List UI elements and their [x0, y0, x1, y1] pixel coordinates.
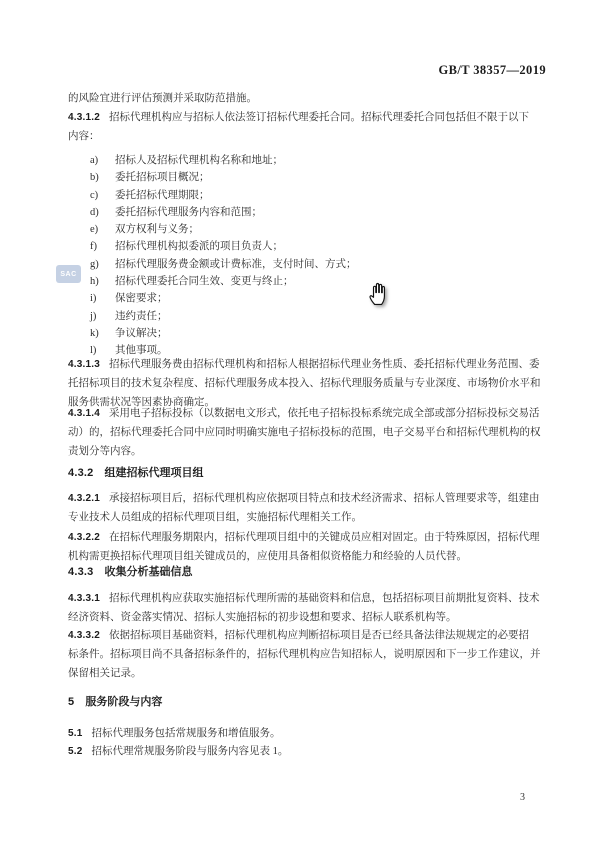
- clause-line: [68, 724, 550, 743]
- clause-line: [68, 489, 550, 508]
- clause-5-1: [68, 724, 550, 743]
- clause-line: [68, 404, 550, 423]
- list-marker: g): [90, 258, 99, 270]
- list-marker: c): [90, 189, 99, 201]
- clause-number: 4.3.2.2: [68, 532, 100, 543]
- clause-text: 服务供需状况等因素协商确定。: [68, 397, 215, 408]
- clause-text: 采用电子招标投标（以数据电文形式，依托电子招标投标系统完成全部或部分招标投标交易活: [108, 408, 540, 419]
- open-hand-cursor-icon: [366, 279, 391, 306]
- clause-4-3-3-1: [68, 589, 550, 627]
- list-item-text: 争议解决；: [115, 327, 168, 339]
- watermark-text: SAC: [60, 270, 77, 278]
- clause-line: [68, 626, 550, 645]
- list-item: [90, 290, 550, 307]
- paragraph-continuation: [68, 89, 550, 108]
- clause-text: 保留相关记录。: [68, 668, 142, 679]
- list-item-text: 委托招标代理服务内容和范围；: [115, 206, 262, 218]
- list-item-text: 招标人及招标代理机构名称和地址；: [115, 155, 283, 166]
- list-item: [90, 152, 550, 169]
- list-item: [90, 256, 550, 273]
- list-marker: l): [90, 345, 97, 357]
- clause-4-3-1-4: [68, 404, 550, 461]
- clause-number: 4.3.1.4: [68, 408, 100, 419]
- list-marker: j): [90, 310, 97, 322]
- clause-text: 专业技术人员组成的招标代理项目组，实施招标代理相关工作。: [68, 512, 362, 523]
- clause-text: 内容：: [68, 131, 100, 142]
- clause-line: [68, 108, 550, 127]
- contract-items-list: [90, 152, 550, 360]
- clause-text: 责划分等内容。: [68, 446, 142, 457]
- clause-text: 招标代理服务费由招标代理机构和招标人根据招标代理业务性质、委托招标代理业务范围、委: [108, 359, 540, 370]
- clause-number: 4.3.1.3: [68, 359, 100, 370]
- list-item-text: 保密要求；: [115, 293, 168, 305]
- clause-4-3-1-2: [68, 108, 550, 146]
- clause-5-2: [68, 742, 550, 761]
- list-item-text: 招标代理委托合同生效、变更与终止；: [115, 276, 294, 288]
- clause-4-3-2-1: [68, 489, 550, 527]
- list-item-text: 委托招标代理期限；: [115, 189, 210, 201]
- list-item-text: 招标代理服务费金额或计费标准，支付时间、方式；: [115, 258, 357, 270]
- heading-title: 收集分析基础信息: [104, 566, 193, 578]
- list-item: [90, 221, 550, 238]
- list-item: [90, 273, 550, 290]
- heading-title: 组建招标代理项目组: [104, 467, 204, 479]
- list-marker: i): [90, 293, 97, 305]
- section-heading-5: [68, 693, 550, 712]
- clause-line: [68, 355, 550, 374]
- clause-number: 4.3.3.1: [68, 593, 100, 604]
- clause-text: 招标代理机构应与招标人依法签订招标代理委托合同。招标代理委托合同包括但不限于以下: [108, 112, 529, 123]
- list-item-text: 违约责任；: [115, 310, 168, 322]
- list-item-text: 其他事项。: [115, 345, 168, 357]
- clause-text: 招标代理机构应获取实施招标代理所需的基础资料和信息，包括招标项目前期批复资料、技术: [108, 593, 540, 604]
- list-marker: h): [90, 276, 99, 288]
- clause-text: 招标代理服务包括常规服务和增值服务。: [91, 728, 281, 739]
- page-number: 3: [520, 792, 525, 803]
- list-item-text: 招标代理机构拟委派的项目负责人；: [115, 241, 283, 253]
- list-item: [90, 308, 550, 325]
- clause-text: 动）的，招标代理委托合同中应同时明确实施电子招标投标的范围，电子交易平台和招标代理机构的权: [68, 427, 541, 438]
- clause-text: 在招标代理服务期限内，招标代理项目组中的关键成员应相对固定。由于特殊原因，招标代理: [108, 532, 540, 543]
- list-item: [90, 187, 550, 204]
- clause-text: 招标代理常规服务阶段与服务内容见表 1。: [91, 746, 289, 757]
- clause-4-3-3-2: [68, 626, 550, 683]
- clause-line: [68, 742, 550, 761]
- heading-number: 4.3.2: [68, 467, 94, 479]
- clause-4-3-2-2: [68, 528, 550, 566]
- list-item-text: 双方权利与义务；: [115, 224, 199, 236]
- heading-title: 服务阶段与内容: [85, 696, 163, 708]
- clause-number: 4.3.1.2: [68, 112, 100, 123]
- section-heading-4-3-3: [68, 563, 550, 582]
- document-code: GB/T 38357—2019: [438, 63, 546, 77]
- paragraph-text: 的风险宜进行评估预测并采取防范措施。: [68, 93, 257, 104]
- sac-watermark-icon: [56, 265, 81, 283]
- list-item-text: 委托招标项目概况；: [115, 172, 210, 184]
- clause-number: 5.2: [68, 746, 83, 757]
- section-heading-4-3-2: [68, 464, 550, 483]
- list-item: [90, 169, 550, 186]
- list-item: [90, 325, 550, 342]
- list-marker: e): [90, 224, 99, 236]
- list-marker: a): [90, 155, 99, 166]
- list-marker: f): [90, 241, 97, 253]
- list-marker: b): [90, 172, 99, 184]
- heading-number: 5: [68, 696, 75, 708]
- list-marker: d): [90, 206, 99, 218]
- clause-text: 标条件。招标项目尚不具备招标条件的，招标代理机构应告知招标人，说明原因和下一步工作建议，并: [68, 649, 541, 660]
- heading-number: 4.3.3: [68, 566, 94, 578]
- clause-text: 依据招标项目基础资料，招标代理机构应判断招标项目是否已经具备法律法规规定的必要招: [108, 630, 529, 641]
- clause-text: 托招标项目的技术复杂程度、招标代理服务成本投入、招标代理服务质量与专业深度、市场物价水平和: [68, 378, 541, 389]
- clause-text: 机构需更换招标代理项目组关键成员的，应使用具备相似资格能力和经验的人员代替。: [68, 551, 467, 562]
- clause-number: 5.1: [68, 728, 83, 739]
- clause-line: [68, 528, 550, 547]
- clause-text: 经济资料、资金落实情况、招标人实施招标的初步设想和要求、招标人联系机构等。: [68, 612, 457, 623]
- clause-number: 4.3.3.2: [68, 630, 100, 641]
- clause-text: 承接招标项目后，招标代理机构应依据项目特点和技术经济需求、招标人管理要求等，组建由: [108, 493, 540, 504]
- list-item: [90, 204, 550, 221]
- list-item: [90, 238, 550, 255]
- clause-number: 4.3.2.1: [68, 493, 100, 504]
- clause-line: [68, 589, 550, 608]
- list-marker: k): [90, 327, 99, 339]
